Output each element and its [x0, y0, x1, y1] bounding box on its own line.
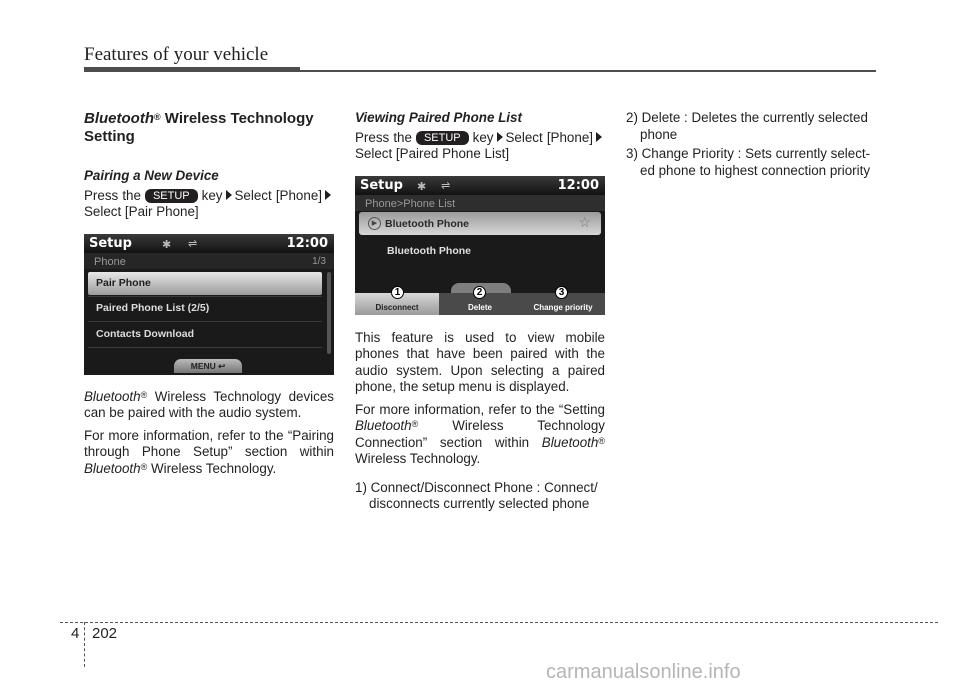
- usb-icon: ⇌: [188, 237, 198, 250]
- footer-rule: [60, 622, 938, 623]
- paragraph-text: Wireless Technology Connection” section within: [355, 418, 605, 450]
- usb-icon: ⇌: [441, 179, 451, 192]
- page-header-title: Features of your vehicle: [84, 44, 269, 65]
- page-number: 202: [92, 625, 118, 642]
- viewing-instructions: [355, 130, 605, 163]
- screen-title-bar: [355, 176, 605, 195]
- callout-number-1: 1: [391, 286, 404, 299]
- section-title-bluetooth: Bluetooth: [84, 110, 154, 127]
- setup-key-badge: SETUP: [416, 131, 469, 145]
- bluetooth-word: Bluetooth: [84, 388, 141, 404]
- screen-clock: 12:00: [286, 235, 328, 251]
- screen-subtitle-bar: [355, 195, 605, 211]
- screen-title-bar: [84, 234, 334, 253]
- pairing-heading: Pairing a New Device: [84, 168, 219, 183]
- instr-select-paired-list: Select [Paired Phone List]: [355, 146, 510, 161]
- registered-mark: ®: [140, 461, 148, 472]
- disconnect-button: Disconnect: [355, 293, 439, 315]
- pairing-instructions: [84, 188, 334, 221]
- viewing-paragraph-1: This feature is used to view mobile phones that have been paired with the audio system. Upon selecting a paired phone, the setup menu is displayed.: [355, 329, 605, 394]
- paragraph-text: Wireless Technology devices can be paired with the audio system.: [84, 388, 334, 420]
- callout-number-2: 2: [473, 286, 486, 299]
- screen-title: Setup: [360, 177, 403, 193]
- viewing-paragraph-2: [355, 402, 605, 468]
- bluetooth-icon: ✱: [417, 180, 427, 193]
- watermark: carmanualsonline.info: [546, 661, 741, 683]
- section-title: [84, 110, 334, 146]
- list-item-connect: 1) Connect/Disconnect Phone : Connect/ disconnects currently selected phone: [355, 479, 598, 511]
- bluetooth-word: Bluetooth: [541, 434, 599, 450]
- section-title-rest: Wireless Technology Setting: [84, 110, 314, 145]
- setup-key-badge: SETUP: [145, 189, 198, 203]
- menu-item-contacts-download: Contacts Download: [96, 327, 195, 340]
- registered-mark: ®: [411, 419, 419, 429]
- instr-select-pair: Select [Pair Phone]: [84, 204, 199, 219]
- setup-phone-screenshot: [84, 234, 334, 375]
- menu-item-pair-phone: Pair Phone: [88, 272, 322, 295]
- pairing-paragraph-1: [84, 389, 334, 422]
- header-rule: [300, 70, 876, 72]
- bluetooth-word: Bluetooth: [84, 460, 141, 476]
- callout-number-3: 3: [555, 286, 568, 299]
- chapter-number: 4: [71, 625, 80, 642]
- bluetooth-word: Bluetooth: [355, 418, 412, 433]
- list-item-change-priority: 3) Change Priority : Sets currently select- ed phone to highest connection priority: [626, 146, 871, 178]
- phone-list-screenshot: [355, 176, 605, 315]
- screen-subtitle: Phone: [94, 255, 126, 268]
- divider: [88, 347, 322, 348]
- paragraph-text: Wireless Technology.: [355, 451, 481, 466]
- instr-press: Press the: [84, 187, 141, 203]
- screen-clock: 12:00: [557, 177, 599, 193]
- menu-item-paired-list: Paired Phone List (2/5): [96, 301, 210, 314]
- selected-phone-label: Bluetooth Phone: [385, 217, 469, 230]
- arrow-right-icon: [497, 132, 503, 142]
- screen-subtitle-bar: [84, 253, 334, 269]
- pairing-paragraph-2: [84, 428, 334, 478]
- arrow-right-icon: [596, 132, 602, 142]
- instr-key: key: [472, 129, 494, 145]
- instr-key: key: [201, 187, 223, 203]
- instr-press: Press the: [355, 129, 412, 145]
- screen-scrollbar: [327, 272, 331, 354]
- menu-button: MENU ↩: [174, 359, 242, 373]
- registered-mark: ®: [598, 435, 605, 446]
- delete-button: Delete: [439, 293, 521, 315]
- paragraph-text: Wireless Technology.: [147, 460, 277, 476]
- bluetooth-icon: ✱: [162, 238, 172, 251]
- registered-mark: ®: [153, 112, 161, 122]
- star-icon: ☆: [578, 213, 591, 230]
- footer-divider: [84, 622, 85, 667]
- list-item-delete: 2) Delete : Deletes the currently selected phone: [626, 110, 868, 142]
- column-3: [626, 110, 878, 182]
- change-priority-button: Change priority: [521, 293, 605, 315]
- header-bar: [84, 67, 300, 72]
- screen-page-indicator: 1/3: [312, 255, 326, 267]
- viewing-heading: Viewing Paired Phone List: [355, 110, 522, 125]
- divider: [88, 321, 322, 322]
- phone-list-item: Bluetooth Phone: [387, 244, 471, 257]
- arrow-right-icon: [226, 190, 232, 200]
- paragraph-text: For more information, refer to the “Pairing through Phone Setup” section within: [84, 427, 334, 459]
- screen-title: Setup: [89, 235, 132, 251]
- paragraph-text: For more information, refer to the “Setting: [355, 401, 605, 417]
- column-2: [355, 110, 605, 516]
- instr-select-phone: Select [Phone]: [234, 187, 322, 203]
- column-1: [84, 110, 334, 483]
- play-icon: ▶: [368, 217, 381, 230]
- screen-subtitle: Phone>Phone List: [365, 197, 456, 210]
- arrow-right-icon: [325, 190, 331, 200]
- registered-mark: ®: [140, 389, 148, 400]
- instr-select-phone: Select [Phone]: [505, 129, 593, 145]
